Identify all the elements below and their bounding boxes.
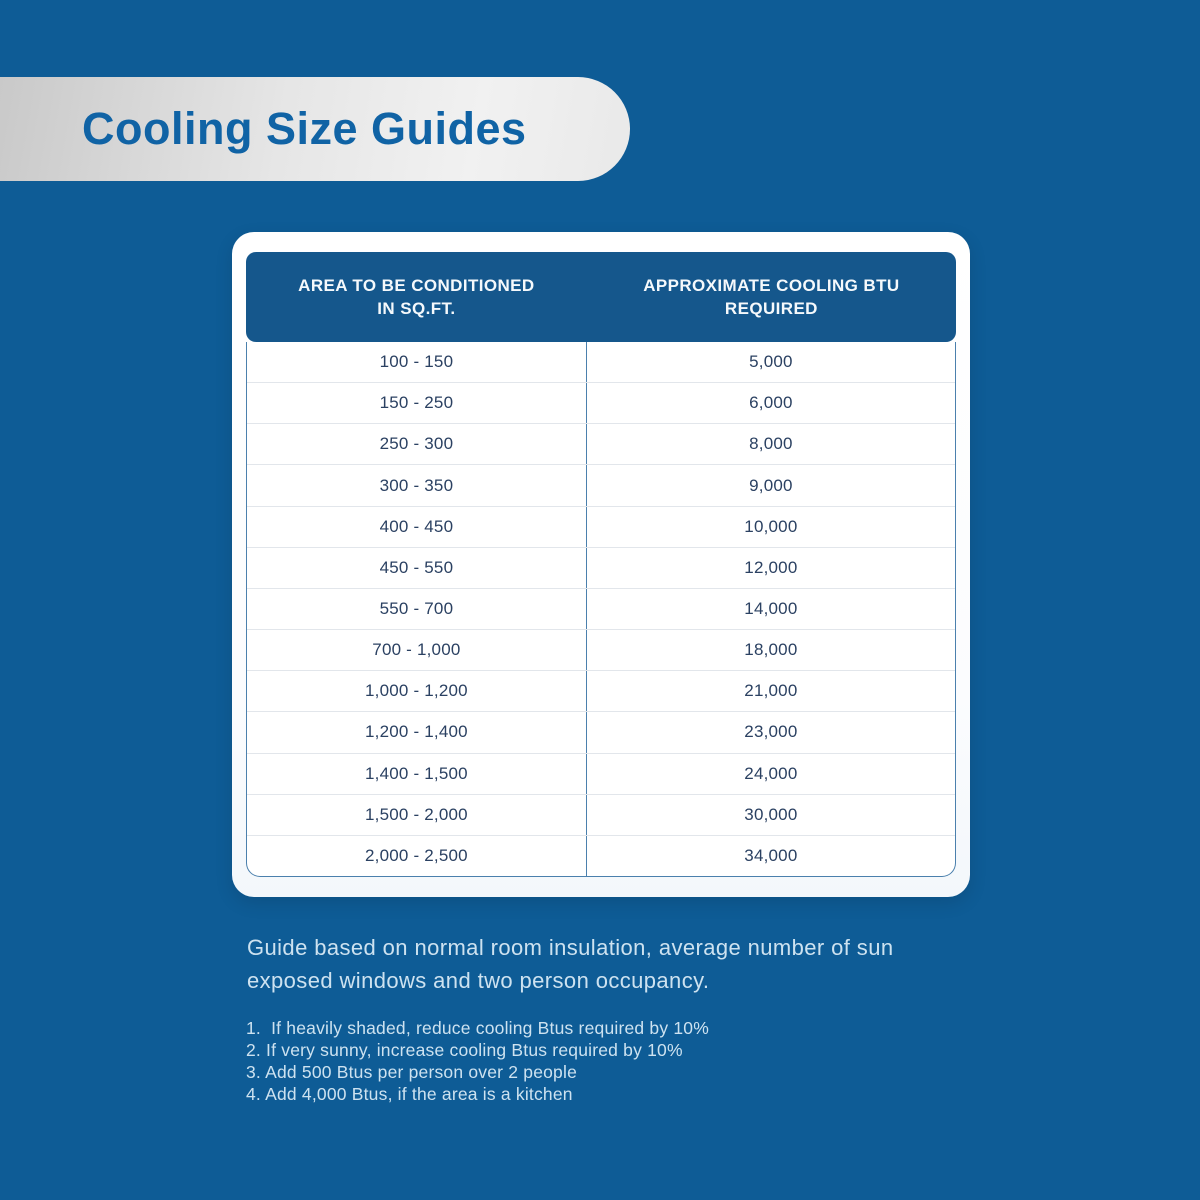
btu-cell: 12,000 — [744, 557, 798, 577]
table-body — [246, 342, 956, 877]
table-row — [247, 342, 955, 382]
header-cell-area — [246, 252, 587, 342]
btu-cell: 30,000 — [744, 804, 798, 824]
header-cell-btu — [587, 252, 956, 342]
guide-intro: Guide based on normal room insulation, average number of sun exposed windows and two person occupancy. — [247, 935, 894, 993]
btu-cell: 6,000 — [749, 393, 793, 413]
table-row — [247, 835, 955, 876]
table-row — [247, 711, 955, 752]
btu-cell: 9,000 — [749, 475, 793, 495]
table-row — [247, 382, 955, 423]
table-row — [247, 753, 955, 794]
guide-card — [232, 232, 970, 897]
header-btu-line1: APPROXIMATE COOLING BTU — [643, 276, 900, 295]
btu-cell: 18,000 — [744, 640, 798, 660]
area-cell: 1,000 - 1,200 — [247, 671, 587, 711]
note-item: 4. Add 4,000 Btus, if the area is a kitchen — [246, 1084, 573, 1104]
table-row — [247, 794, 955, 835]
table-row — [247, 464, 955, 505]
table-row — [247, 547, 955, 588]
header-area-line2: IN SQ.FT. — [377, 299, 456, 318]
table-row — [247, 506, 955, 547]
area-cell: 300 - 350 — [247, 465, 587, 505]
area-cell: 1,200 - 1,400 — [247, 712, 587, 752]
title-banner — [0, 77, 630, 181]
area-cell: 450 - 550 — [247, 548, 587, 588]
btu-cell: 8,000 — [749, 434, 793, 454]
notes-list — [246, 1017, 709, 1105]
btu-cell: 21,000 — [744, 681, 798, 701]
area-cell: 400 - 450 — [247, 507, 587, 547]
table-row — [247, 423, 955, 464]
area-cell: 550 - 700 — [247, 589, 587, 629]
note-item: 2. If very sunny, increase cooling Btus required by 10% — [246, 1040, 683, 1060]
header-area-line1: AREA TO BE CONDITIONED — [298, 276, 535, 295]
note-item: 3. Add 500 Btus per person over 2 people — [246, 1062, 578, 1082]
table-row — [247, 629, 955, 670]
area-cell: 2,000 - 2,500 — [247, 836, 587, 876]
area-cell: 150 - 250 — [247, 383, 587, 423]
table-row — [247, 588, 955, 629]
note-item: 1. If heavily shaded, reduce cooling Btus required by 10% — [246, 1018, 709, 1038]
area-cell: 1,500 - 2,000 — [247, 795, 587, 835]
area-cell: 100 - 150 — [247, 342, 587, 382]
table-header — [246, 252, 956, 342]
btu-cell: 34,000 — [744, 845, 798, 865]
area-cell: 1,400 - 1,500 — [247, 754, 587, 794]
header-btu-line2: REQUIRED — [724, 299, 818, 318]
btu-cell: 10,000 — [744, 516, 798, 536]
btu-cell: 23,000 — [744, 722, 798, 742]
area-cell: 700 - 1,000 — [247, 630, 587, 670]
area-cell: 250 - 300 — [247, 424, 587, 464]
btu-cell: 14,000 — [744, 599, 798, 619]
btu-cell: 5,000 — [749, 352, 793, 372]
page-title: Cooling Size Guides — [82, 103, 527, 154]
btu-cell: 24,000 — [744, 763, 798, 783]
table-row — [247, 670, 955, 711]
